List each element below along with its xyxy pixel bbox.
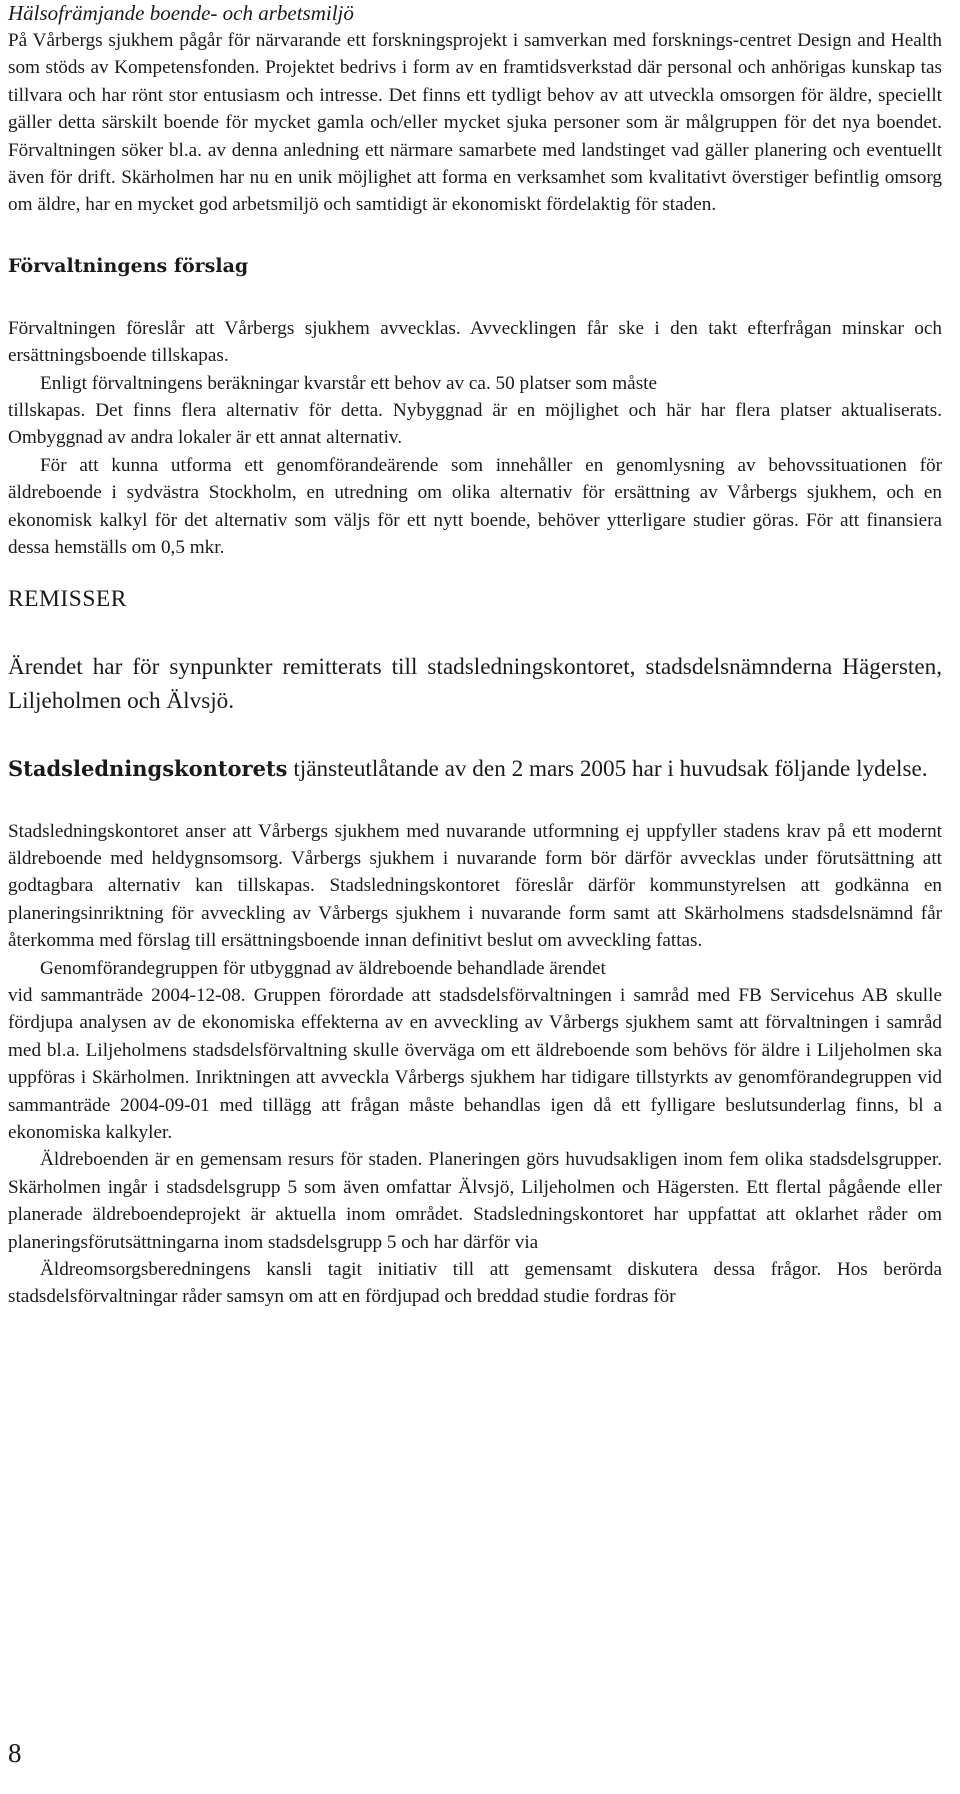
paragraph-proposal-1: Förvaltningen föreslår att Vårbergs sjukhem avvecklas. Avvecklingen får ske i den takt efterfrågan minskar och ersättningsboende tillskapas. [8, 317, 942, 367]
page-number: 8 [8, 1738, 22, 1768]
paragraph-proposal-3: tillskapas. Det finns flera alternativ för detta. Nybyggnad är en möjlighet och här har flera platser aktualiserats. Ombyggnad av andra lokaler är ett annat alternativ. [8, 400, 942, 449]
subsection-heading: Hälsofrämjande boende- och arbetsmiljö [8, 1, 354, 25]
paragraph-proposal-4: För att kunna utforma ett genomförandeärende som innehåller en genomlysning av behovssituationen för äldreboende i sydvästra Stockholm, en utredning om olika alternativ för ersättning av Vårbergs sjukhem, och en ekonomisk kalkyl för det alternativ som väljs för ett nytt boende, behöver ytterligare studier göras. För att finansiera dessa hemställs om 0,5 mkr. [8, 454, 942, 559]
paragraph-city-office-2: Genomförandegruppen för utbyggnad av äldreboende behandlade ärendet [40, 957, 606, 979]
paragraph-remisser: Ärendet har för synpunkter remitterats till stadsledningskontoret, stadsdelsnämnderna Hägersten, Liljeholmen och Älvsjö. [8, 653, 942, 714]
paragraph-proposal-2: Enligt förvaltningens beräkningar kvarstår ett behov av ca. 50 platser som måste [40, 372, 658, 394]
section-heading-proposal: Förvaltningens förslag [8, 254, 249, 277]
statement-rest: tjänsteutlåtande av den 2 mars 2005 har i huvudsak följande lydelse. [287, 755, 928, 782]
paragraph-city-office-4: Äldreboenden är en gemensam resurs för staden. Planeringen görs huvudsakligen inom fem olika stadsdelsgrupper. Skärholmen ingår i stadsdelsgrupp 5 som även omfattar Älvsjö, Liljeholmen och Hägersten. Ett flertal pågående eller planerade äldreboendeprojekt är aktuella inom området. Stadsledningskontoret har uppfattat att oklarhet råder om planeringsförutsättningarna inom stadsdelsgrupp 5 och har därför via [8, 1149, 942, 1253]
paragraph-research-project: På Vårbergs sjukhem pågår för närvarande ett forskningsprojekt i samverkan med forsknings-centret Design and Health som stöds av Kompetensfonden. Projektet bedrivs i form av en framtidsverkstad där personal och anhörigas kunskap tas tillvara och har rönt stor entusiasm och intresse. Det finns ett tydligt behov av att utveckla omsorgen för äldre, speciellt gäller detta särskilt boende för mycket gamla och/eller mycket sjuka personer som är målgruppen för det nya boendet. Förvaltningen söker bl.a. av denna anledning ett närmare samarbete med landstinget vad gäller planering och eventuellt även för drift. Skärholmen har nu en unik möjlighet att forma en verksamhet som kvalitativt överstiger befintlig omsorg om äldre, har en mycket god arbetsmiljö och samtidigt är ekonomiskt fördelaktig för staden. [8, 30, 942, 216]
paragraph-city-office-5: Äldreomsorgsberedningens kansli tagit initiativ till att gemensamt diskutera dessa frågor. Hos berörda stadsdelsförvaltningar råder samsyn om att en fördjupad och breddad studie fordras för [8, 1259, 942, 1308]
paragraph-city-office-1: Stadsledningskontoret anser att Vårbergs sjukhem med nuvarande utformning ej uppfyller stadens krav på ett modernt äldreboende med heldygnsomsorg. Vårbergs sjukhem i nuvarande form bör därför avvecklas under förutsättning att godtagbara alternativ kan tillskapas. Stadsledningskontoret föreslår därför kommunstyrelsen att godkänna en planeringsinriktning för avveckling av Vårbergs sjukhem i nuvarande form samt att Skärholmens stadsdelsnämnd får återkomma med förslag till ersättningsboende innan definitivt beslut om avveckling fattas. [8, 820, 942, 952]
statement-bold-label: Stadsledningskontorets [8, 755, 288, 781]
paragraph-city-office-3: vid sammanträde 2004-12-08. Gruppen förordade att stadsdelsförvaltningen i samråd med FB Servicehus AB skulle fördjupa analysen av de ekonomiska effekterna av en avveckling av Vårbergs sjukhem samt att förvaltningen i samråd med bl.a. Liljeholmens stadsdelsförvaltning skulle överväga om ett äldreboende som behövs för äldre i Liljeholmen ska uppföras i Skärholmen. Inriktningen att avveckla Vårbergs sjukhem har tidigare tillstyrkts av genomförandegruppen vid sammanträde 2004-09-01 med tillägg att frågan måste behandlas igen då ett fylligare beslutsunderlag finns, bl a ekonomiska kalkyler. [8, 984, 942, 1143]
document-page [8, 0, 942, 1311]
paragraph-statement [8, 752, 942, 786]
section-heading-remisser: REMISSER [8, 585, 127, 612]
